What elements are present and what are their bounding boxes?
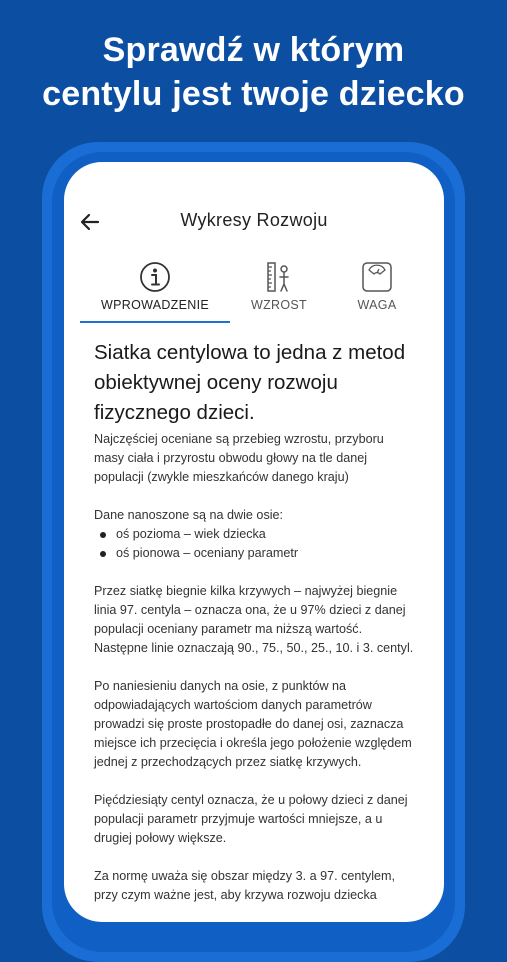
screen-title: Wykresy Rozwoju: [180, 210, 328, 230]
promo-title: [0, 28, 507, 116]
paragraph-3: Po naniesieniu danych na osie, z punktów na odpowiadających wartościom danych parametrów prowadzi się proste prostopadłe do danej osi, zaznacza miejsce ich przecięcia i określa jego położenie względem jednej z przechodzących przez siatkę krzywych.: [94, 679, 412, 769]
tab-label-waga: WAGA: [357, 298, 397, 312]
tab-waga[interactable]: [332, 260, 422, 322]
axes-list: [94, 525, 414, 563]
promo-title-line-2: centylu jest twoje dziecko: [42, 75, 465, 113]
height-ruler-icon: [262, 260, 296, 294]
info-icon: [138, 260, 172, 294]
phone-screen: [64, 162, 444, 922]
paragraph-1: Najczęściej oceniane są przebieg wzrostu, przyboru masy ciała i przyrostu obwodu głowy na tle danej populacji (zwykle mieszkańców danego kraju): [94, 432, 384, 484]
intro-content: [94, 338, 414, 922]
list-item: oś pozioma – wiek dziecka: [98, 525, 414, 544]
tab-wprowadzenie[interactable]: [80, 260, 230, 322]
scale-icon: [360, 260, 394, 294]
tab-label-wprowadzenie: WPROWADZENIE: [101, 298, 209, 312]
axes-intro: Dane nanoszone są na dwie osie:: [94, 508, 284, 522]
active-tab-indicator: [80, 321, 230, 323]
paragraph-4: Pięćdziesiąty centyl oznacza, że u połowy dzieci z danej populacji parametr przyjmuje wartości mniejsze, a u drugiej połowy większe.: [94, 793, 408, 845]
paragraph-2: Przez siatkę biegnie kilka krzywych – najwyżej biegnie linia 97. centyla – oznacza ona, że u 97% dzieci z danej populacji oceniany parametr ma niższą wartość. Następne linie oznaczają 90., 75., 50., 25., 10. i 3. centyl.: [94, 584, 414, 655]
paragraph-5: Za normę uważa się obszar między 3. a 97. centylem, przy czym ważne jest, aby krzywa rozwoju dziecka: [94, 869, 395, 902]
content-headline: Siatka centylowa to jedna z metod obiektywnej oceny rozwoju fizycznego dzieci.: [94, 341, 406, 424]
tab-label-wzrost: WZROST: [251, 298, 307, 312]
tab-bar: [64, 260, 444, 322]
list-item: oś pionowa – oceniany parametr: [98, 544, 414, 563]
tab-wzrost[interactable]: [234, 260, 324, 322]
promo-title-line-1: Sprawdź w którym: [102, 31, 405, 69]
